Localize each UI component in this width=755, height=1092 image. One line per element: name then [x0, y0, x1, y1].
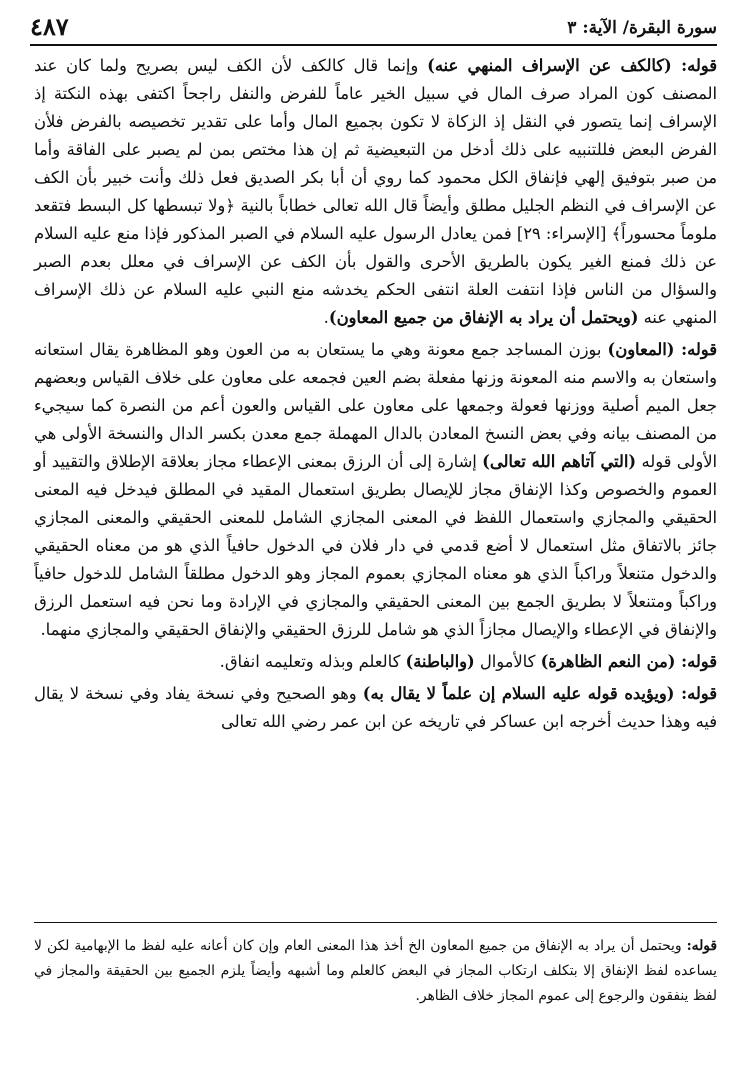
footnote-text: ويحتمل أن يراد به الإنفاق من جميع المعاون الخ أخذ هذا المعنى العام وإن كان أعانه عليه لفظ ما الإبهامية لكن لا يساعده لفظ الإنفاق إلا بتكلف ارتكاب المجاز في البعض كالعلم وما أشبهه وأيضاً يلزم الجميع بين الحقيقة والمجاز في لفظ ينفقون والرجوع إلى عموم المجاز خلاف الظاهر.	[34, 938, 717, 1004]
commentary-paragraph	[34, 52, 717, 332]
footnote-paragraph	[34, 934, 717, 1009]
commentary-text: كالعلم وبذله وتعليمه انفاق.	[219, 652, 406, 671]
quoted-phrase: (التي آتاهم الله تعالى)	[482, 452, 637, 471]
footnote	[34, 934, 717, 1009]
commentary-paragraph	[34, 336, 717, 644]
quoted-phrase: قوله: (من النعم الظاهرة)	[540, 652, 717, 671]
quoted-phrase: (ويحتمل أن يراد به الإنفاق من جميع المعاون)	[328, 308, 639, 327]
commentary-text: إشارة إلى أن الرزق بمعنى الإعطاء مجاز بعلاقة الإطلاق والتقييد أو العموم والخصوص وكذا الإنفاق مجاز للإيصال بطريق استعمال المقيد في المطلق فيدخل فيه المعنى الحقيقي والمجازي واستعمال اللفظ في المعنى المجازي الشامل للمعنى الحقيقي والمعنى المجازي جائز بالاتفاق مثل استعمال لا أضع قدمي في دار فلان في الدخول حافياً الذي هو من معناه الحقيقي والدخول متنعلاً وراكباً الذي هو معناه المجازي بعموم المجاز وهو الدخول مطلقاً الشامل للدخول حافياً وراكباً ومتنعلاً لا بطريق الجمع بين المعنى الحقيقي والمجازي في الإرادة وما نحن فيه استعمل الرزق والإنفاق في الإعطاء والإيصال مجازاً الذي هو شامل للرزق الحقيقي والإنفاق الحقيقي والمجازي منهما.	[34, 452, 717, 639]
commentary-text: .	[323, 308, 329, 327]
main-text	[34, 52, 717, 740]
commentary-text: وهو الصحيح وفي نسخة يفاد وفي نسخة لا يقال فيه وهذا حديث أخرجه ابن عساكر في تاريخه عن ابن عمر رضي الله تعالى	[34, 684, 717, 731]
quoted-phrase: قوله: (المعاون)	[607, 340, 717, 359]
commentary-text: كالأموال	[474, 652, 541, 671]
surah-title: سورة البقرة/ الآية: ٣	[567, 18, 717, 38]
quoted-phrase: قوله: (كالكف عن الإسراف المنهي عنه)	[427, 56, 717, 75]
commentary-paragraph	[34, 680, 717, 736]
footnote-label: قوله:	[686, 938, 717, 954]
footnote-separator	[34, 922, 717, 923]
page-header	[30, 8, 717, 46]
quoted-phrase: (والباطنة)	[405, 652, 475, 671]
page-number: ٤٨٧	[30, 12, 69, 41]
commentary-paragraph	[34, 648, 717, 676]
commentary-text: وإنما قال كالكف لأن الكف ليس بصريح ولما كان عند المصنف كون المراد صرف المال في سبيل الخير عاماً للفرض والنفل راجحاً اكتفى بهذه النكتة إذ الإسراف إنما يتصور في النقل إذ الزكاة لا تكون بجميع المال وأما على تقدير تخصيصه بالفرض فلأن الفرض البعض فللتنبيه على ذلك أدخل من التبعيضية ثم إن هذا مختص بمن لم يصبر على الفاقة وأما من صبر بتوفيق إلهي فإنفاق الكل محمود كما روي أن أبا بكر الصديق فعل ذلك وأنت خبير بأن الكف عن الإسراف في النظم الجليل مطلق وأيضاً قال الله تعالى خطاباً بالنية ﴿ولا تبسطها كل البسط فتقعد ملوماً محسوراً﴾ [الإسراء: ٢٩] فمن يعادل الرسول عليه السلام في الصبر المذكور فإذا منع عليه السلام عن ذلك فمنع الغير يكون بالطريق الأحرى والقول بأن الكف عن الإسراف في معلل بعدم الصبر والسؤال من الناس فإذا انتفت العلة انتفى الحكم يخدشه منع النبي عليه السلام عن ذلك الإسراف المنهي عنه	[34, 56, 717, 327]
quoted-phrase: قوله: (ويؤيده قوله عليه السلام إن علماً لا يقال به)	[362, 684, 717, 703]
commentary-text: بوزن المساجد جمع معونة وهي ما يستعان به من العون وهو المظاهرة يقال استعانه واستعان به والاسم منه المعونة وزنها مفعلة بضم العين فجمعه على معاون على خلاف القياس وبعضهم جعل الميم أصلية ووزنها فعولة وجمعها على معاون على القياس والعون أعم من النصرة كما سيجيء من المصنف بيانه وفي بعض النسخ المعادن بالدال المهملة جمع معدن بكسر الدال والنسخة الأولى هي الأولى قوله	[34, 340, 717, 471]
